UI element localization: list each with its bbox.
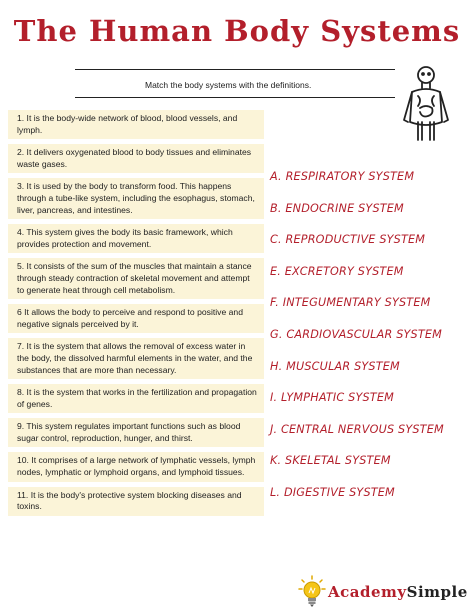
definition-item: 8. It is the system that works in the fertilization and propagation of genes. <box>8 384 264 413</box>
term-item: F. INTEGUMENTARY SYSTEM <box>270 296 431 310</box>
definition-item: 9. This system regulates important functions such as blood sugar control, reproduction, hunger, and thirst. <box>8 418 264 447</box>
definition-item: 1. It is the body-wide network of blood, blood vessels, and lymph. <box>8 110 264 139</box>
logo-text <box>328 583 468 601</box>
definition-item: 7. It is the system that allows the removal of excess water in the body, the dissolved harmful elements in the water, and the substances that are more than necessary. <box>8 338 264 379</box>
definition-item: 11. It is the body's protective system blocking diseases and toxins. <box>8 487 264 516</box>
definitions-list <box>8 110 264 521</box>
lightbulb-icon <box>298 575 326 609</box>
bottom-divider <box>75 97 395 98</box>
page-title: The Human Body Systems <box>13 14 461 48</box>
terms-list <box>270 170 470 518</box>
term-item: G. CARDIOVASCULAR SYSTEM <box>270 327 442 341</box>
term-item: I. LYMPHATIC SYSTEM <box>270 391 394 405</box>
definition-item: 5. It consists of the sum of the muscles that maintain a stance through steady contraction of skeletal movement and attempt to generate heat through cell metabolism. <box>8 258 264 299</box>
logo-text-part1: Academy <box>328 583 407 601</box>
definition-item: 6 It allows the body to perceive and respond to positive and negative signals perceived by it. <box>8 304 264 333</box>
term-item: B. ENDOCRINE SYSTEM <box>270 201 404 215</box>
instruction-text: Match the body systems with the definitions. <box>145 80 312 90</box>
academy-simple-logo <box>298 575 468 609</box>
definition-item: 4. This system gives the body its basic framework, which provides protection and movement. <box>8 224 264 253</box>
human-anatomy-icon <box>398 64 454 144</box>
term-item: K. SKELETAL SYSTEM <box>270 454 391 468</box>
term-item: L. DIGESTIVE SYSTEM <box>270 485 395 499</box>
term-item: H. MUSCULAR SYSTEM <box>270 359 400 373</box>
definition-item: 10. It comprises of a large network of lymphatic vessels, lymph nodes, lymphatic or lymphoid organs, and lymphoid tissues. <box>8 452 264 481</box>
term-item: A. RESPIRATORY SYSTEM <box>270 170 415 183</box>
top-divider <box>75 69 395 70</box>
logo-text-part2: Simple <box>406 583 468 601</box>
definition-item: 2. It delivers oxygenated blood to body tissues and eliminates waste gases. <box>8 144 264 173</box>
term-item: C. REPRODUCTIVE SYSTEM <box>270 233 426 247</box>
term-item: E. EXCRETORY SYSTEM <box>270 264 404 278</box>
term-item: J. CENTRAL NERVOUS SYSTEM <box>270 422 444 436</box>
definition-item: 3. It is used by the body to transform food. This happens through a tube-like system, including the esophagus, stomach, liver, pancreas, and intestines. <box>8 178 264 219</box>
